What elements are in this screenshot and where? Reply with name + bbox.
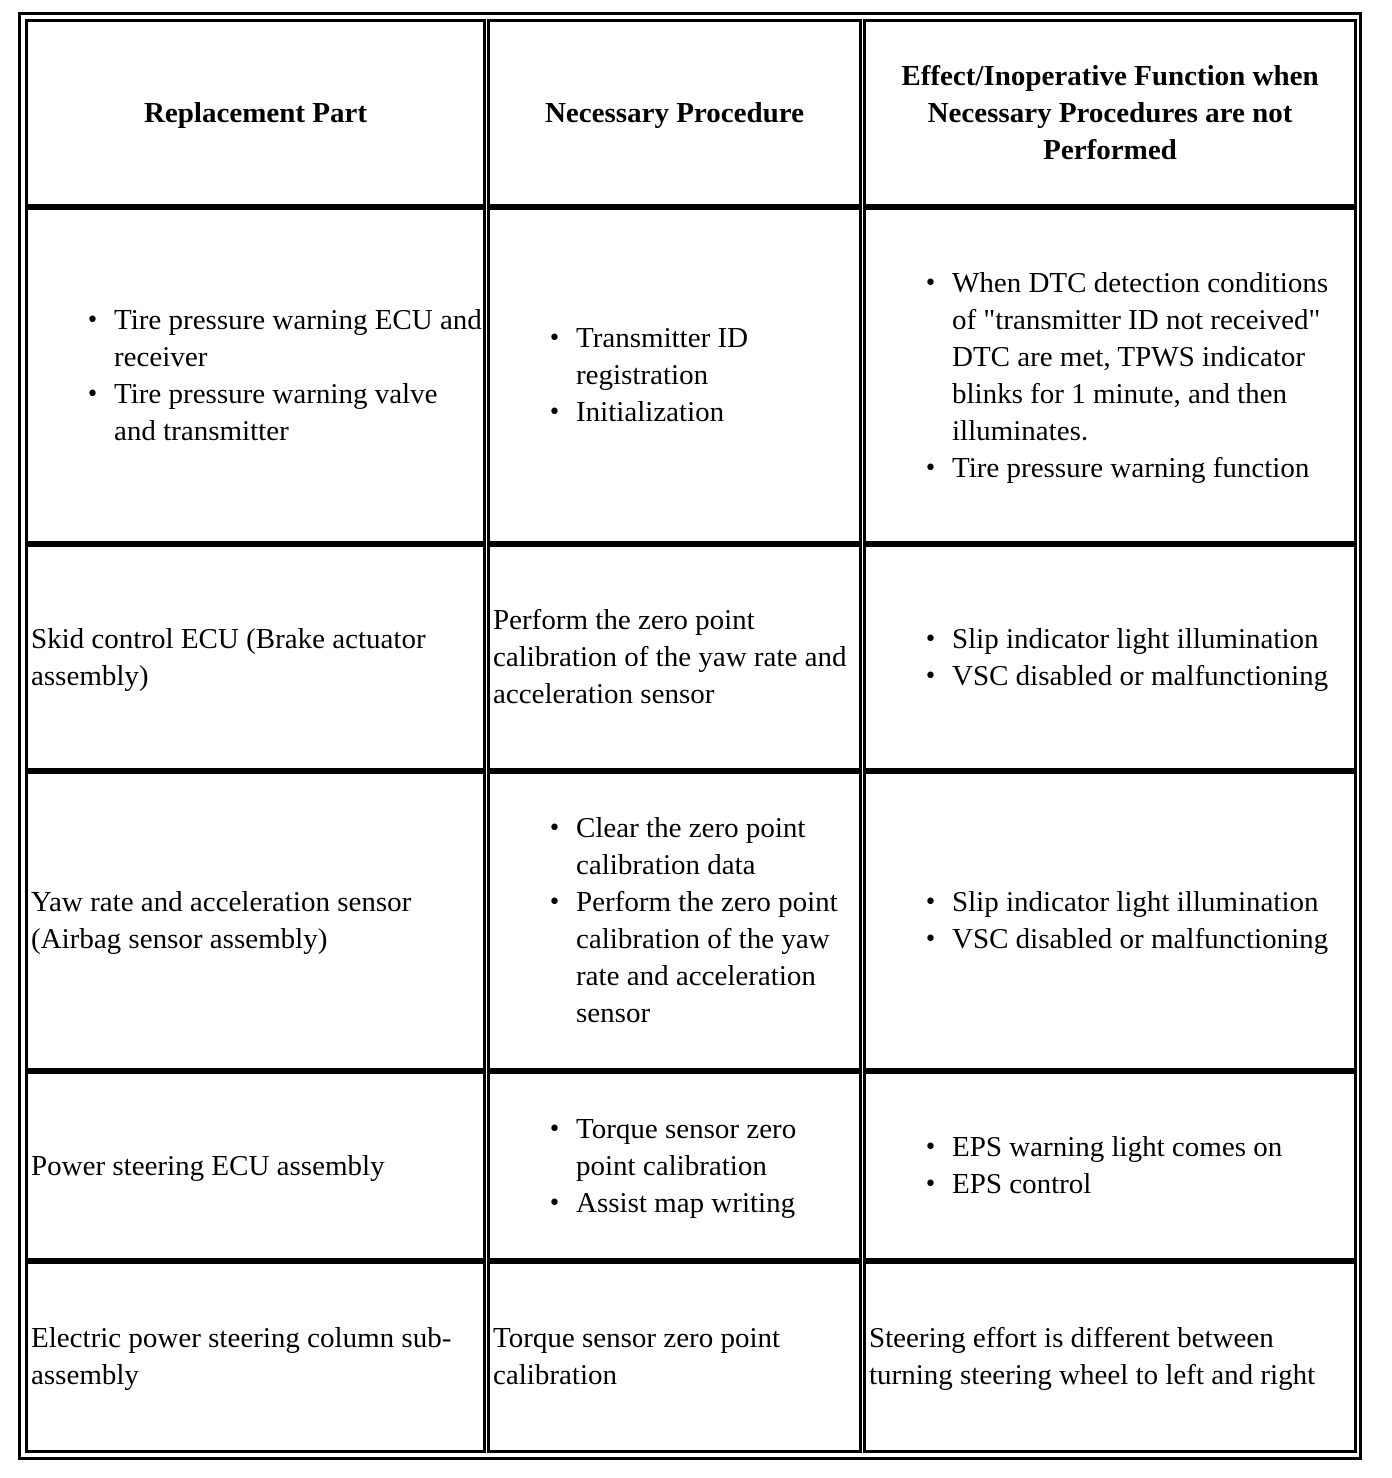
row2-procedure-cell: Perform the zero point calibration of the yaw rate and acceleration sensor (487, 544, 862, 771)
row4-part-cell: Power steering ECU assembly (25, 1071, 486, 1261)
header-effect: Effect/Inoperative Function when Necessary Procedures are not Performed (863, 19, 1357, 207)
list-item: • Initialization (576, 394, 859, 431)
row3-part-cell: Yaw rate and acceleration sensor (Airbag sensor assembly) (25, 771, 486, 1071)
row1-effect-cell (863, 207, 1357, 544)
row3-effect-list (866, 884, 1328, 958)
row2-effect-list (866, 621, 1328, 695)
row3-procedure-list (490, 810, 859, 1032)
header-necessary-procedure: Necessary Procedure (487, 19, 862, 207)
list-item: • VSC disabled or malfunctioning (952, 921, 1328, 958)
list-item: • Transmitter ID registration (576, 320, 859, 394)
row5-effect-cell: Steering effort is different between turning steering wheel to left and right (863, 1261, 1357, 1453)
list-item: • EPS warning light comes on (952, 1129, 1282, 1166)
list-item: • When DTC detection conditions of "transmitter ID not received" DTC are met, TPWS indicator blinks for 1 minute, and then illuminates. (952, 265, 1354, 450)
row4-procedure-list (490, 1111, 859, 1222)
list-item: • Assist map writing (576, 1185, 859, 1222)
list-item: • Tire pressure warning ECU and receiver (114, 302, 483, 376)
row1-part-list (28, 302, 483, 450)
row4-procedure-cell (487, 1071, 862, 1261)
list-item: • Tire pressure warning function (952, 450, 1354, 487)
row1-procedure-list (490, 320, 859, 431)
header-replacement-part: Replacement Part (25, 19, 486, 207)
list-item: • Clear the zero point calibration data (576, 810, 859, 884)
list-item: • Perform the zero point calibration of the yaw rate and acceleration sensor (576, 884, 859, 1032)
row1-part-cell (25, 207, 486, 544)
row4-effect-list (866, 1129, 1282, 1203)
row3-effect-cell (863, 771, 1357, 1071)
row3-procedure-cell (487, 771, 862, 1071)
list-item: • Tire pressure warning valve and transmitter (114, 376, 483, 450)
list-item: • Slip indicator light illumination (952, 884, 1328, 921)
row1-procedure-cell (487, 207, 862, 544)
list-item: • VSC disabled or malfunctioning (952, 658, 1328, 695)
list-item: • Slip indicator light illumination (952, 621, 1328, 658)
row2-effect-cell (863, 544, 1357, 771)
row4-effect-cell (863, 1071, 1357, 1261)
row5-part-cell: Electric power steering column sub-assembly (25, 1261, 486, 1453)
row5-procedure-cell: Torque sensor zero point calibration (487, 1261, 862, 1453)
row2-part-cell: Skid control ECU (Brake actuator assembly) (25, 544, 486, 771)
list-item: • EPS control (952, 1166, 1282, 1203)
row1-effect-list (866, 265, 1354, 487)
list-item: • Torque sensor zero point calibration (576, 1111, 859, 1185)
